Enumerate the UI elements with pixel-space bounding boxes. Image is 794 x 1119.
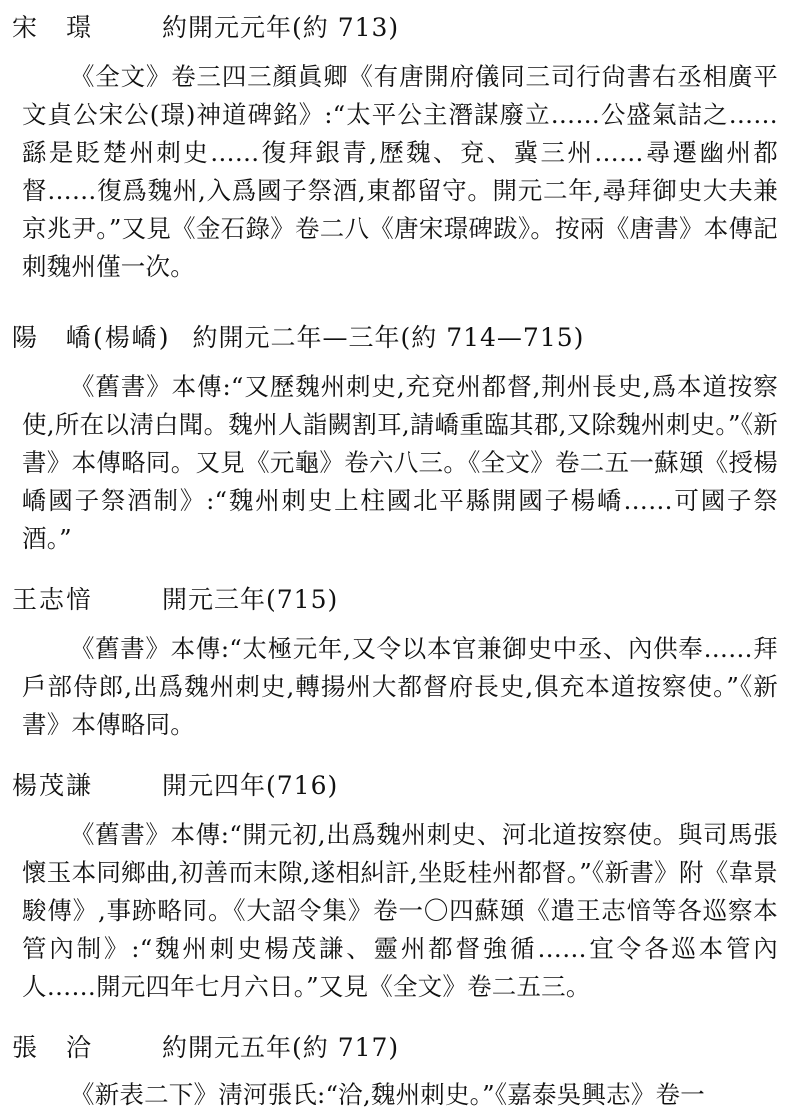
entry-text: 《新表二下》淸河張氏:“洽,魏州刺史。”《嘉泰吳興志》卷一 [70, 1080, 705, 1109]
entry-heading [12, 766, 338, 806]
entry-text: 《舊書》本傳:“又歷魏州刺史,充兗州都督,荆州長史,爲本道按察使,所在以淸白聞。魏州人詣闕割耳,請嶠重臨其郡,又除魏州刺史。”《新書》本傳略同。又見《元龜》卷六八三。《全文》卷二五一蘇頲《授楊嶠國子祭酒制》:“魏州刺史上柱國北平縣開國子楊嶠……可國子祭酒。” [22, 372, 778, 553]
entry-heading [12, 318, 584, 358]
official-name: 王志愔 [12, 585, 94, 614]
official-name: 楊茂謙 [12, 771, 94, 800]
official-name: 宋 璟 [12, 13, 94, 42]
tenure-date: 開元四年(716) [162, 771, 339, 800]
entry-text: 《舊書》本傳:“太極元年,又令以本官兼御史中丞、內供奉……拜戶部侍郎,出爲魏州刺史,轉揚州大都督府長史,俱充本道按察使。”《新書》本傳略同。 [22, 634, 778, 739]
official-name: 張 洽 [12, 1033, 94, 1062]
tenure-date: 開元三年(715) [162, 585, 339, 614]
entry-heading [12, 8, 399, 48]
official-name: 陽 嶠(楊嶠) [12, 323, 171, 352]
tenure-date: 約開元二年—三年(約 714—715) [192, 323, 585, 352]
entry-heading [12, 580, 338, 620]
entry-heading [12, 1028, 399, 1068]
entry-text: 《全文》卷三四三顏眞卿《有唐開府儀同三司行尙書右丞相廣平文貞公宋公(璟)神道碑銘》:“太平公主潛謀廢立……公盛氣詰之……繇是貶楚州刺史……復拜銀青,歷魏、兗、冀三州……尋遷幽州都督……復爲魏州,入爲國子祭酒,東都留守。開元二年,尋拜御史大夫兼京兆尹。”又見《金石錄》卷二八《唐宋璟碑跋》。按兩《唐書》本傳記刺魏州僅一次。 [22, 62, 778, 281]
entry-text: 《舊書》本傳:“開元初,出爲魏州刺史、河北道按察使。與司馬張懷玉本同鄉曲,初善而末隙,遂相糾訐,坐貶桂州都督。”《新書》附《韋景駿傳》,事跡略同。《大詔令集》卷一〇四蘇頲《遣王志愔等各巡察本管內制》:“魏州刺史楊茂謙、靈州都督強循……宜令各巡本管內人……開元四年七月六日。”又見《全文》卷二五三。 [22, 820, 778, 1001]
tenure-date: 約開元五年(約 717) [162, 1033, 400, 1062]
tenure-date: 約開元元年(約 713) [162, 13, 400, 42]
